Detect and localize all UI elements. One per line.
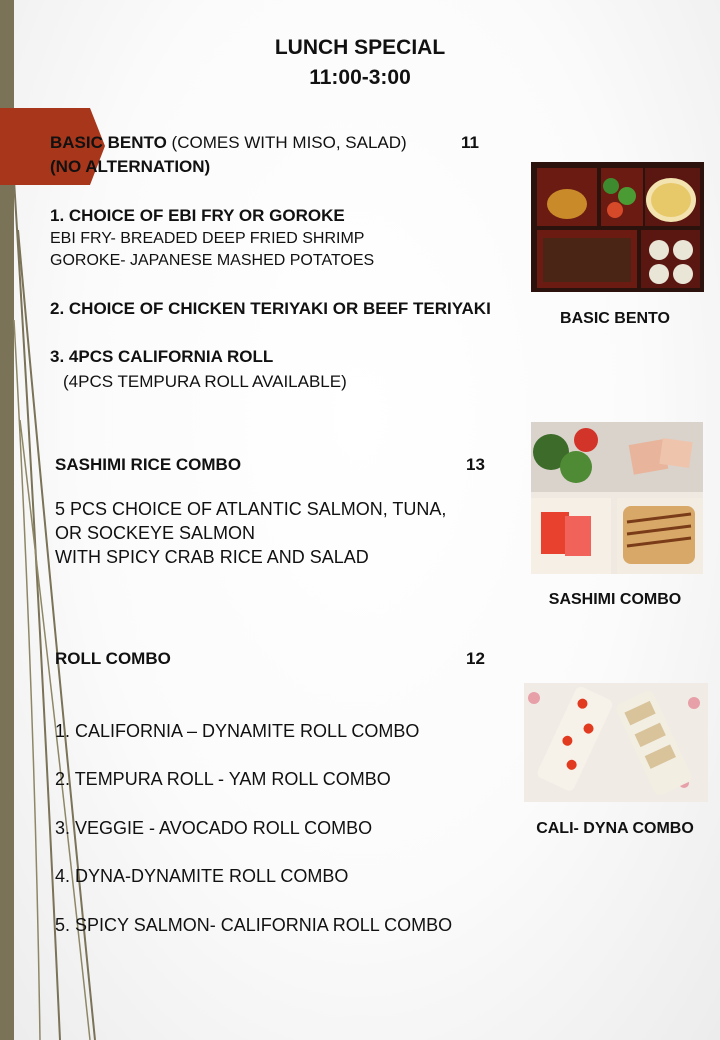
- bento-desc-1: EBI FRY- BREADED DEEP FRIED SHRIMP: [50, 230, 365, 247]
- menu-hours: 11:00-3:00: [309, 66, 411, 89]
- roll-item-2: 2. TEMPURA ROLL - YAM ROLL COMBO: [55, 769, 391, 789]
- sashimi-desc-1: 5 PCS CHOICE OF ATLANTIC SALMON, TUNA,: [55, 499, 447, 519]
- sashimi-desc-3: WITH SPICY CRAB RICE AND SALAD: [55, 547, 369, 567]
- roll-photo-caption: CALI- DYNA COMBO: [536, 820, 694, 837]
- sashimi-photo-caption: SASHIMI COMBO: [548, 591, 682, 608]
- bento-heading: [50, 133, 407, 153]
- bento-photo: [531, 162, 704, 292]
- sashimi-name: SASHIMI RICE COMBO: [55, 455, 242, 474]
- bento-choice-3: 3. 4PCS CALIFORNIA ROLL: [50, 347, 274, 366]
- bento-restriction: (NO ALTERNATION): [50, 157, 211, 176]
- roll-photo: [524, 683, 708, 802]
- roll-price: 12: [466, 649, 485, 668]
- roll-item-1: 1. CALIFORNIA – DYNAMITE ROLL COMBO: [55, 721, 420, 741]
- bento-note: (COMES WITH MISO, SALAD): [166, 133, 407, 152]
- roll-item-5: 5. SPICY SALMON- CALIFORNIA ROLL COMBO: [55, 915, 453, 935]
- roll-item-4: 4. DYNA-DYNAMITE ROLL COMBO: [55, 866, 349, 886]
- roll-name: ROLL COMBO: [55, 649, 171, 668]
- sashimi-photo: [531, 422, 703, 574]
- bento-name: BASIC BENTO: [50, 133, 167, 152]
- bento-choice-1: 1. CHOICE OF EBI FRY OR GOROKE: [50, 206, 345, 225]
- bento-photo-caption: BASIC BENTO: [560, 310, 670, 327]
- sashimi-price: 13: [466, 455, 485, 474]
- bento-desc-2: GOROKE- JAPANESE MASHED POTATOES: [50, 252, 375, 269]
- sashimi-desc-2: OR SOCKEYE SALMON: [55, 523, 256, 543]
- roll-item-3: 3. VEGGIE - AVOCADO ROLL COMBO: [55, 818, 373, 838]
- bento-price: 11: [461, 133, 479, 152]
- bento-choice-3-note: (4PCS TEMPURA ROLL AVAILABLE): [63, 372, 347, 391]
- bento-choice-2: 2. CHOICE OF CHICKEN TERIYAKI OR BEEF TERIYAKI: [50, 299, 491, 318]
- menu-title: LUNCH SPECIAL: [274, 36, 446, 59]
